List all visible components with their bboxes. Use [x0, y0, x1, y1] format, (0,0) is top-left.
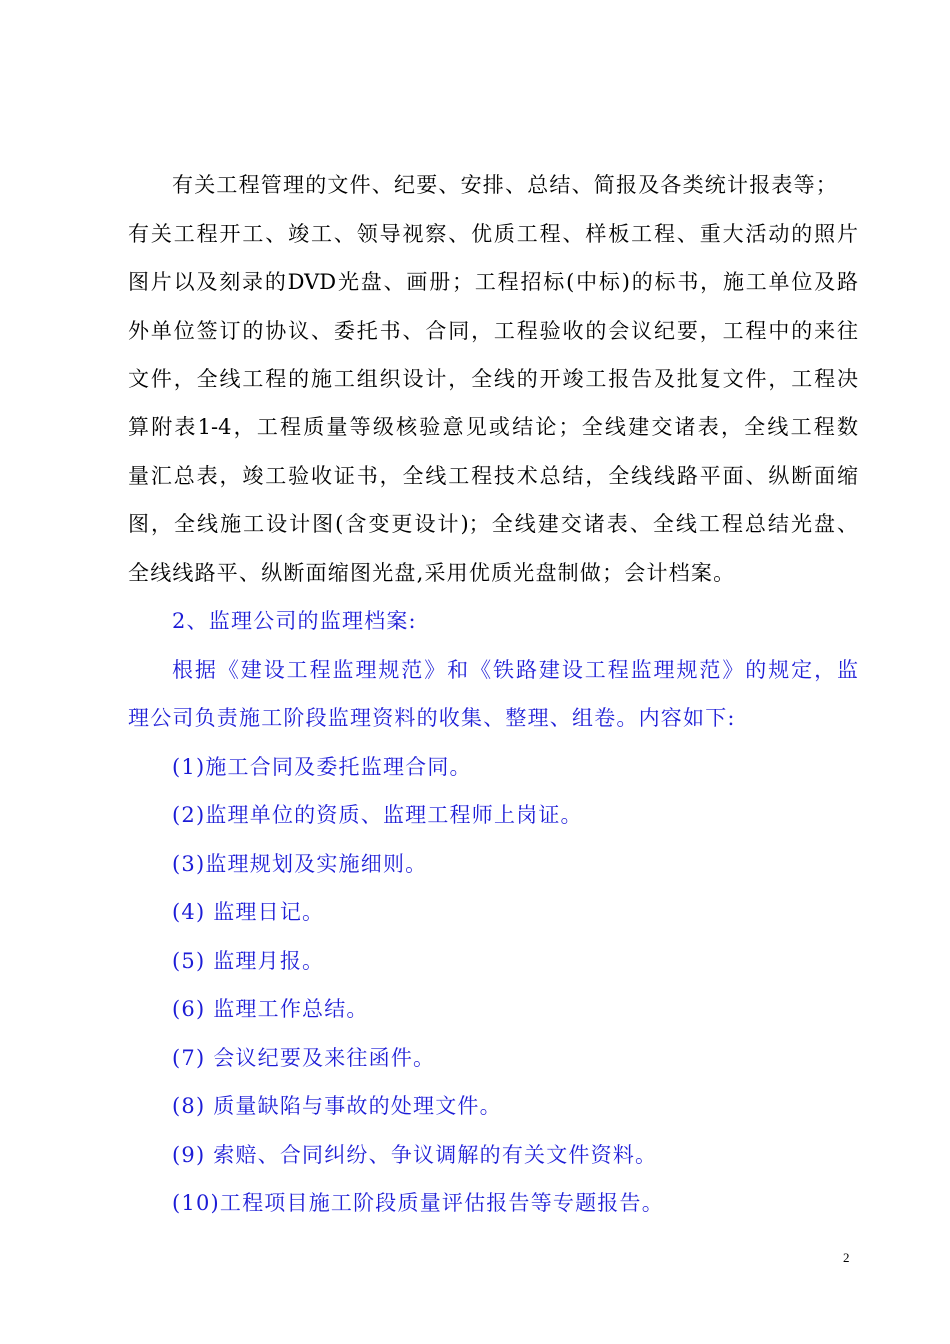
list-item: (8) 质量缺陷与事故的处理文件。 — [172, 1094, 502, 1118]
paragraph-line: 图，全线施工设计图(含变更设计)；全线建交诸表、全线工程总结光盘、 — [128, 512, 858, 536]
section-intro-line: 根据《建设工程监理规范》和《铁路建设工程监理规范》的规定，监 — [172, 658, 858, 682]
section-intro-line: 理公司负责施工阶段监理资料的收集、整理、组卷。内容如下: — [128, 706, 736, 730]
paragraph-line: 文件，全线工程的施工组织设计，全线的开竣工报告及批复文件，工程决 — [128, 367, 858, 391]
paragraph-line: 全线线路平、纵断面缩图光盘,采用优质光盘制做；会计档案。 — [128, 561, 736, 585]
paragraph-line: 有关工程管理的文件、纪要、安排、总结、简报及各类统计报表等； — [172, 173, 838, 197]
list-item: (10)工程项目施工阶段质量评估报告等专题报告。 — [172, 1191, 664, 1215]
paragraph-line: 量汇总表，竣工验收证书，全线工程技术总结，全线线路平面、纵断面缩 — [128, 464, 858, 488]
list-item: (5) 监理月报。 — [172, 949, 325, 973]
list-item: (6) 监理工作总结。 — [172, 997, 369, 1021]
paragraph-line: 外单位签订的协议、委托书、合同，工程验收的会议纪要，工程中的来往 — [128, 319, 858, 343]
paragraph-line: 图片以及刻录的DVD光盘、画册；工程招标(中标)的标书，施工单位及路 — [128, 270, 858, 294]
list-item: (4) 监理日记。 — [172, 900, 325, 924]
section-heading: 2、监理公司的监理档案: — [172, 609, 417, 633]
page-number: 2 — [843, 1250, 850, 1265]
list-item: (2)监理单位的资质、监理工程师上岗证。 — [172, 803, 583, 827]
paragraph-line: 有关工程开工、竣工、领导视察、优质工程、样板工程、重大活动的照片 — [128, 222, 858, 246]
list-item: (3)监理规划及实施细则。 — [172, 852, 428, 876]
list-item: (7) 会议纪要及来往函件。 — [172, 1046, 436, 1070]
list-item: (9) 索赔、合同纠纷、争议调解的有关文件资料。 — [172, 1143, 658, 1167]
list-item: (1)施工合同及委托监理合同。 — [172, 755, 472, 779]
paragraph-line: 算附表1-4，工程质量等级核验意见或结论；全线建交诸表，全线工程数 — [128, 415, 858, 439]
